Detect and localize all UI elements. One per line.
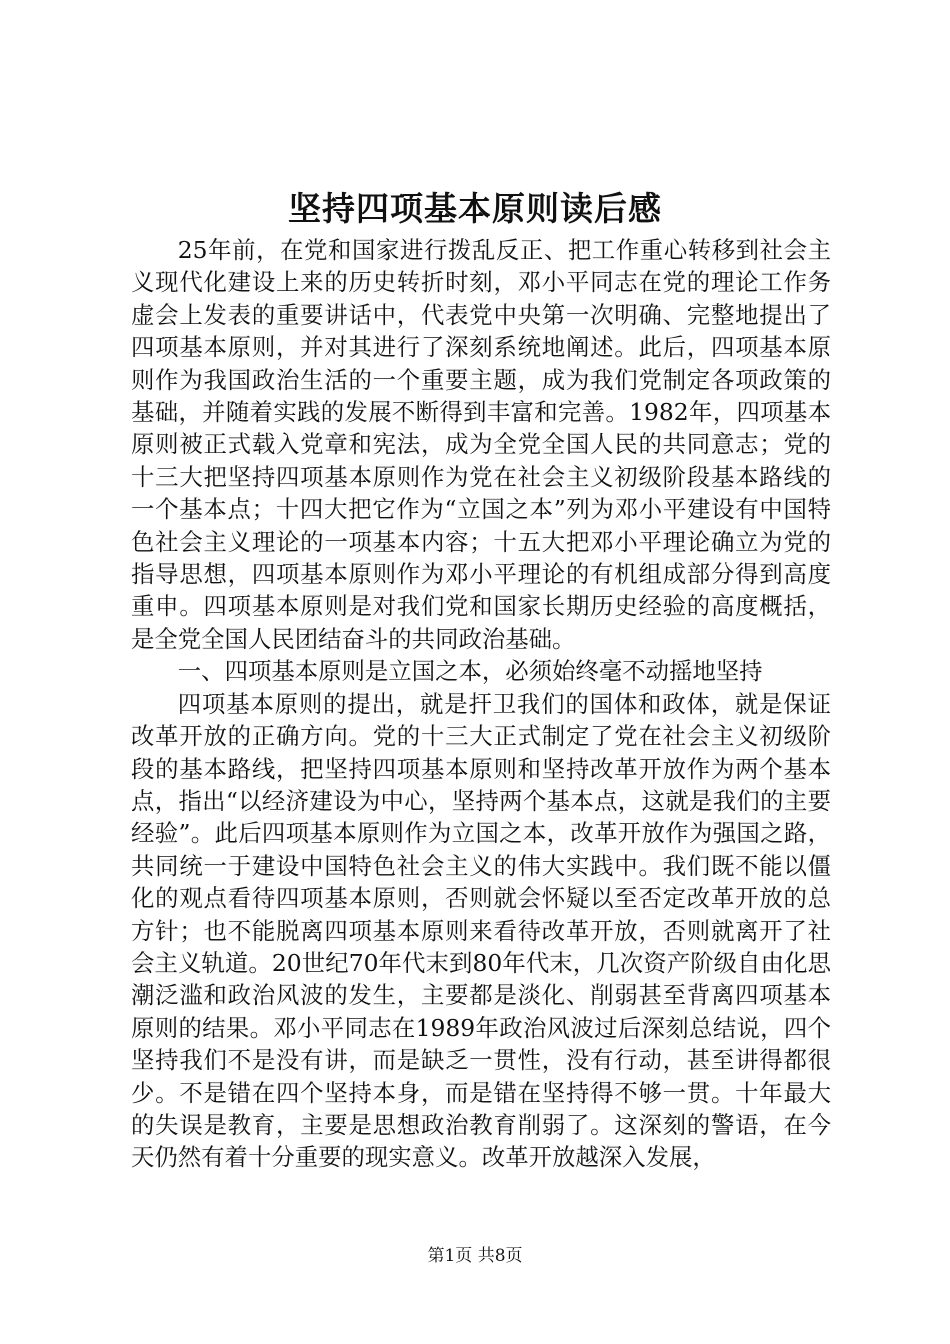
document-title: 坚持四项基本原则读后感 <box>288 189 662 228</box>
page-footer: 第1页 共8页 <box>427 1246 523 1266</box>
section-heading-1: 一、四项基本原则是立国之本，必须始终毫不动摇地坚持 <box>177 657 763 686</box>
paragraph-section-1: 四项基本原则的提出，就是扞卫我们的国体和政体，就是保证改革开放的正确方向。党的十三大正式制定了党在社会主义初级阶段的基本路线，把坚持四项基本原则和坚持改革开放作为两个基本点，指出“以经济建设为中心，坚持两个基本点，这就是我们的主要经验”。此后四项基本原则作为立国之本，改革开放作为强国之路，共同统一于建设中国特色社会主义的伟大实践中。我们既不能以僵化的观点看待四项基本原则，否则就会怀疑以至否定改革开放的总方针；也不能脱离四项基本原则来看待改革开放，否则就离开了社会主义轨道。20世纪70年代末到80年代末，几次资产阶级自由化思潮泛滥和政治风波的发生，主要都是淡化、削弱甚至背离四项基本原则的结果。邓小平同志在1989年政治风波过后深刻总结说，四个坚持我们不是没有讲，而是缺乏一贯性，没有行动，甚至讲得都很少。不是错在四个坚持本身，而是错在坚持得不够一贯。十年最大的失误是教育，主要是思想政治教育削弱了。这深刻的警语，在今天仍然有着十分重要的现实意义。改革开放越深入发展， <box>131 689 831 1172</box>
paragraph-intro: 25年前，在党和国家进行拨乱反正、把工作重心转移到社会主义现代化建设上来的历史转折时刻，邓小平同志在党的理论工作务虚会上发表的重要讲话中，代表党中央第一次明确、完整地提出了四项基本原则，并对其进行了深刻系统地阐述。此后，四项基本原则作为我国政治生活的一个重要主题，成为我们党制定各项政策的基础，并随着实践的发展不断得到丰富和完善。1982年，四项基本原则被正式载入党章和宪法，成为全党全国人民的共同意志；党的十三大把坚持四项基本原则作为党在社会主义初级阶段基本路线的一个基本点；十四大把它作为“立国之本”列为邓小平建设有中国特色社会主义理论的一项基本内容；十五大把邓小平理论确立为党的指导思想，四项基本原则作为邓小平理论的有机组成部分得到高度重申。四项基本原则是对我们党和国家长期历史经验的高度概括，是全党全国人民团结奋斗的共同政治基础。 <box>131 236 831 653</box>
document-body <box>131 234 831 1174</box>
